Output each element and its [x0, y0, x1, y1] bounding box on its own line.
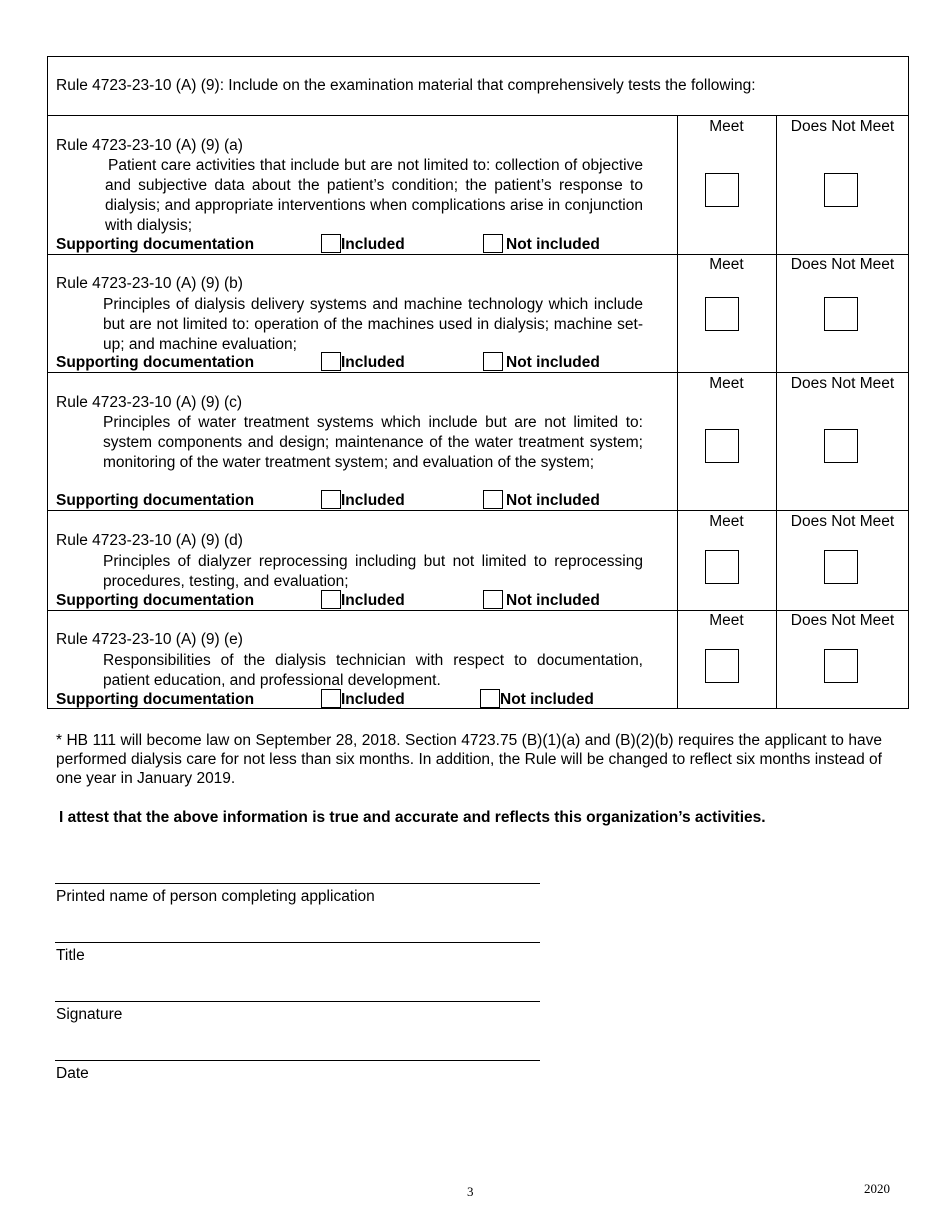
date-line[interactable]: [55, 1060, 540, 1061]
row-divider: [47, 115, 909, 116]
rule-description: Patient care activities that include but are not limited to: collection of objective and subjective data about the patient’s condition; the patient’s response to dialysis; and appropriate interventions when complications arise in conjunction with dialysis;: [105, 157, 643, 234]
included-checkbox[interactable]: [321, 490, 341, 509]
does-not-meet-checkbox[interactable]: [824, 297, 858, 331]
rule-description: Responsibilities of the dialysis technician with respect to documentation, patient education, and professional development.: [103, 652, 643, 689]
does-not-meet-checkbox[interactable]: [824, 649, 858, 683]
included-label: Included: [341, 236, 405, 253]
meet-label: Meet: [709, 256, 744, 273]
not-included-checkbox[interactable]: [483, 352, 503, 371]
row-divider: [47, 254, 909, 255]
meet-checkbox[interactable]: [705, 649, 739, 683]
does-not-meet-checkbox[interactable]: [824, 550, 858, 584]
does-not-meet-label: Does Not Meet: [790, 612, 895, 629]
meet-label: Meet: [709, 375, 744, 392]
meet-label: Meet: [709, 612, 744, 629]
rule-title: Rule 4723-23-10 (A) (9) (d): [56, 532, 243, 549]
meet-checkbox[interactable]: [705, 173, 739, 207]
printed-name-line[interactable]: [55, 883, 540, 884]
not-included-label: Not included: [506, 354, 600, 371]
rule-description: Principles of water treatment systems which include but are not limited to: system components and design; maintenance of the water treatment system; monitoring of the water treatment system; and evaluation of the system;: [103, 414, 643, 471]
rule-description: Principles of dialyzer reprocessing including but not limited to reprocessing procedures, testing, and evaluation;: [103, 553, 643, 590]
table-header: Rule 4723-23-10 (A) (9): Include on the examination material that comprehensively tests the following:: [56, 77, 756, 94]
supporting-documentation-label: Supporting documentation: [56, 354, 255, 371]
does-not-meet-label: Does Not Meet: [790, 375, 895, 392]
not-included-checkbox[interactable]: [483, 490, 503, 509]
meet-checkbox[interactable]: [705, 429, 739, 463]
row-divider: [47, 510, 909, 511]
does-not-meet-checkbox[interactable]: [824, 173, 858, 207]
included-label: Included: [341, 592, 405, 609]
included-label: Included: [341, 354, 405, 371]
meet-label: Meet: [709, 118, 744, 135]
title-label: Title: [56, 947, 85, 964]
rule-title: Rule 4723-23-10 (A) (9) (e): [56, 631, 243, 648]
printed-name-label: Printed name of person completing application: [56, 888, 375, 905]
date-label: Date: [56, 1065, 89, 1082]
does-not-meet-label: Does Not Meet: [790, 513, 895, 530]
rule-title: Rule 4723-23-10 (A) (9) (a): [56, 137, 243, 154]
included-checkbox[interactable]: [321, 234, 341, 253]
page-number: 3: [467, 1184, 474, 1199]
included-checkbox[interactable]: [321, 590, 341, 609]
rule-title: Rule 4723-23-10 (A) (9) (c): [56, 394, 243, 411]
attestation-statement: I attest that the above information is true and accurate and reflects this organization’s activities.: [59, 809, 766, 826]
not-included-label: Not included: [506, 592, 600, 609]
included-checkbox[interactable]: [321, 352, 341, 371]
does-not-meet-checkbox[interactable]: [824, 429, 858, 463]
not-included-label: Not included: [500, 691, 594, 708]
included-label: Included: [341, 492, 405, 509]
signature-line[interactable]: [55, 1001, 540, 1002]
meet-checkbox[interactable]: [705, 297, 739, 331]
rule-description: Principles of dialysis delivery systems and machine technology which include but are not limited to: operation of the machines used in dialysis; machine set-up; and machine evaluation;: [103, 296, 643, 353]
does-not-meet-label: Does Not Meet: [790, 118, 895, 135]
meet-checkbox[interactable]: [705, 550, 739, 584]
meet-label: Meet: [709, 513, 744, 530]
footer-year: 2020: [864, 1181, 890, 1196]
included-label: Included: [341, 691, 405, 708]
row-divider: [47, 610, 909, 611]
not-included-checkbox[interactable]: [483, 234, 503, 253]
signature-label: Signature: [56, 1006, 123, 1023]
row-divider: [47, 372, 909, 373]
not-included-checkbox[interactable]: [483, 590, 503, 609]
supporting-documentation-label: Supporting documentation: [56, 592, 255, 609]
supporting-documentation-label: Supporting documentation: [56, 691, 255, 708]
title-line[interactable]: [55, 942, 540, 943]
does-not-meet-label: Does Not Meet: [790, 256, 895, 273]
hb111-note: * HB 111 will become law on September 28, 2018. Section 4723.75 (B)(1)(a) and (B)(2)(b) requires the applicant to have performed dialysis care for not less than six months. In addition, the Rule will be changed to reflect six months instead of one year in January 2019.: [56, 732, 882, 787]
not-included-label: Not included: [506, 236, 600, 253]
not-included-checkbox[interactable]: [480, 689, 500, 708]
rule-title: Rule 4723-23-10 (A) (9) (b): [56, 275, 243, 292]
supporting-documentation-label: Supporting documentation: [56, 492, 255, 509]
not-included-label: Not included: [506, 492, 600, 509]
included-checkbox[interactable]: [321, 689, 341, 708]
supporting-documentation-label: Supporting documentation: [56, 236, 255, 253]
